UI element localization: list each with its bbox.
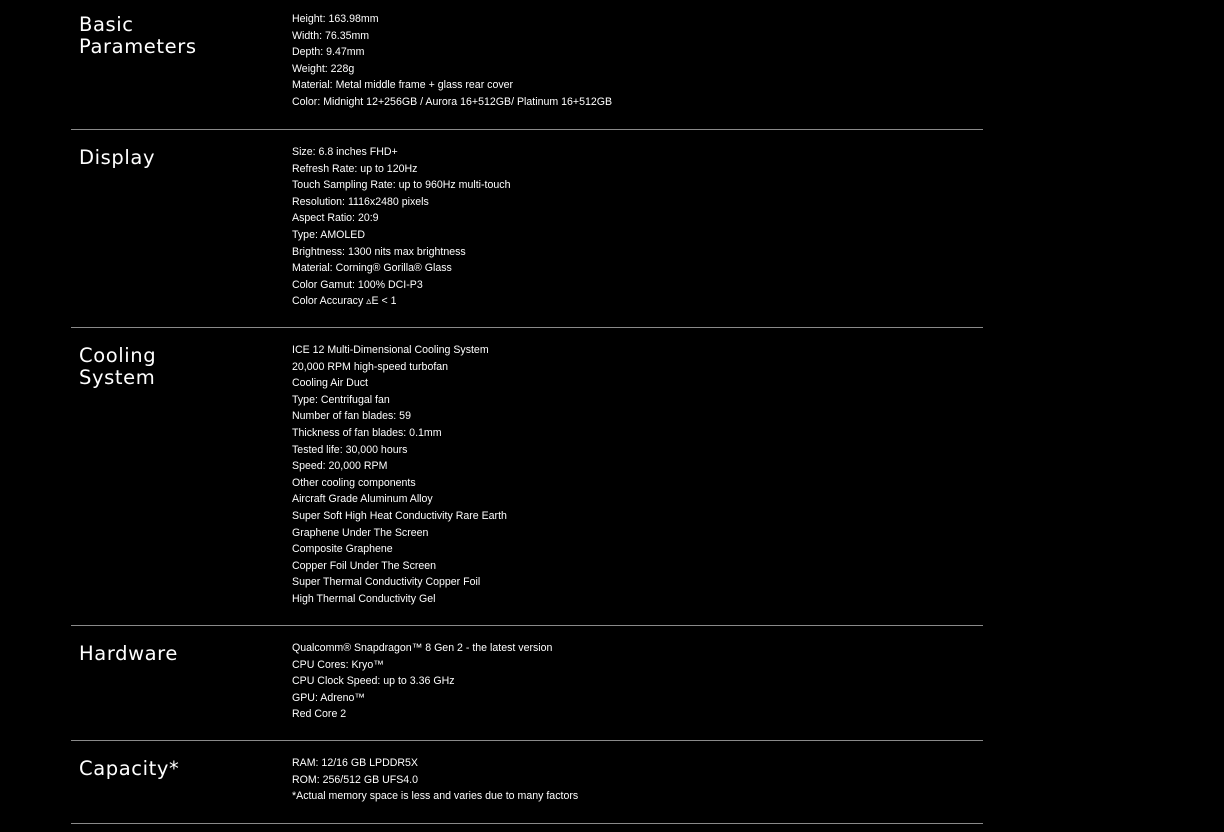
- spec-item: Thickness of fan blades: 0.1mm: [292, 426, 442, 439]
- spec-item: Weight: 228g: [292, 62, 355, 75]
- specifications-list: [71, 0, 983, 824]
- spec-item: Color: Midnight 12+256GB / Aurora 16+512GB/ Platinum 16+512GB: [292, 95, 613, 108]
- spec-item: Speed: 20,000 RPM: [292, 460, 388, 473]
- section-title-line: System: [79, 366, 156, 389]
- section-title-line: Capacity*: [79, 757, 180, 780]
- section-title: [79, 643, 178, 665]
- section-title-line: Cooling: [79, 344, 157, 367]
- spec-item: CPU Clock Speed: up to 3.36 GHz: [292, 675, 455, 688]
- section-title: [79, 758, 179, 780]
- spec-item: Tested life: 30,000 hours: [292, 443, 408, 456]
- spec-section-hardware: [71, 626, 983, 741]
- spec-item: Width: 76.35mm: [292, 29, 370, 42]
- section-title: [79, 14, 197, 58]
- section-title-line: Parameters: [79, 35, 197, 58]
- spec-item: Super Soft High Heat Conductivity Rare Earth: [292, 509, 507, 522]
- spec-item: Touch Sampling Rate: up to 960Hz multi-touch: [292, 179, 511, 192]
- spec-section-display: [71, 130, 983, 328]
- spec-item: Composite Graphene: [292, 543, 393, 556]
- spec-item: Refresh Rate: up to 120Hz: [292, 162, 418, 175]
- spec-item: *Actual memory space is less and varies due to many factors: [292, 790, 579, 803]
- spec-item: Brightness: 1300 nits max brightness: [292, 245, 466, 258]
- spec-section-basic-parameters: [71, 0, 983, 130]
- spec-item: Number of fan blades: 59: [292, 410, 411, 423]
- spec-item: Material: Corning® Gorilla® Glass: [292, 262, 452, 275]
- spec-item: ICE 12 Multi-Dimensional Cooling System: [292, 344, 489, 356]
- spec-item: Red Core 2: [292, 708, 347, 721]
- spec-items: [292, 755, 578, 805]
- spec-item: 20,000 RPM high-speed turbofan: [292, 360, 449, 373]
- spec-item: Qualcomm® Snapdragon™ 8 Gen 2 - the latest version: [292, 642, 553, 654]
- section-title: [79, 147, 155, 169]
- spec-items: [292, 342, 507, 608]
- spec-items: [292, 144, 510, 310]
- spec-item: Resolution: 1116x2480 pixels: [292, 195, 429, 208]
- spec-item: Type: AMOLED: [292, 228, 366, 241]
- spec-item: Copper Foil Under The Screen: [292, 559, 437, 572]
- spec-item: ROM: 256/512 GB UFS4.0: [292, 773, 419, 786]
- section-title-line: Display: [79, 146, 156, 169]
- spec-item: Size: 6.8 inches FHD+: [292, 146, 398, 158]
- spec-item: Cooling Air Duct: [292, 377, 368, 390]
- spec-item: Material: Metal middle frame + glass rear cover: [292, 79, 514, 92]
- spec-item: High Thermal Conductivity Gel: [292, 592, 436, 605]
- spec-item: Aspect Ratio: 20:9: [292, 212, 379, 225]
- spec-item: Other cooling components: [292, 476, 416, 489]
- spec-item: Color Gamut: 100% DCI-P3: [292, 278, 423, 291]
- spec-items: [292, 11, 612, 111]
- spec-item: CPU Cores: Kryo™: [292, 658, 384, 671]
- spec-item: GPU: Adreno™: [292, 691, 366, 704]
- section-title-line: Hardware: [79, 642, 178, 665]
- spec-item: Height: 163.98mm: [292, 13, 379, 25]
- spec-item: Aircraft Grade Aluminum Alloy: [292, 493, 433, 506]
- spec-item: Depth: 9.47mm: [292, 46, 365, 59]
- spec-item: RAM: 12/16 GB LPDDR5X: [292, 757, 418, 769]
- spec-item: Super Thermal Conductivity Copper Foil: [292, 576, 481, 589]
- spec-section-capacity: [71, 741, 983, 824]
- spec-item: Graphene Under The Screen: [292, 526, 429, 539]
- section-title-line: Basic: [79, 13, 134, 36]
- spec-item: Type: Centrifugal fan: [292, 393, 390, 406]
- spec-section-cooling-system: [71, 328, 983, 626]
- spec-items: [292, 640, 552, 723]
- spec-item: Color Accuracy ▵E < 1: [292, 295, 397, 308]
- section-title: [79, 345, 156, 389]
